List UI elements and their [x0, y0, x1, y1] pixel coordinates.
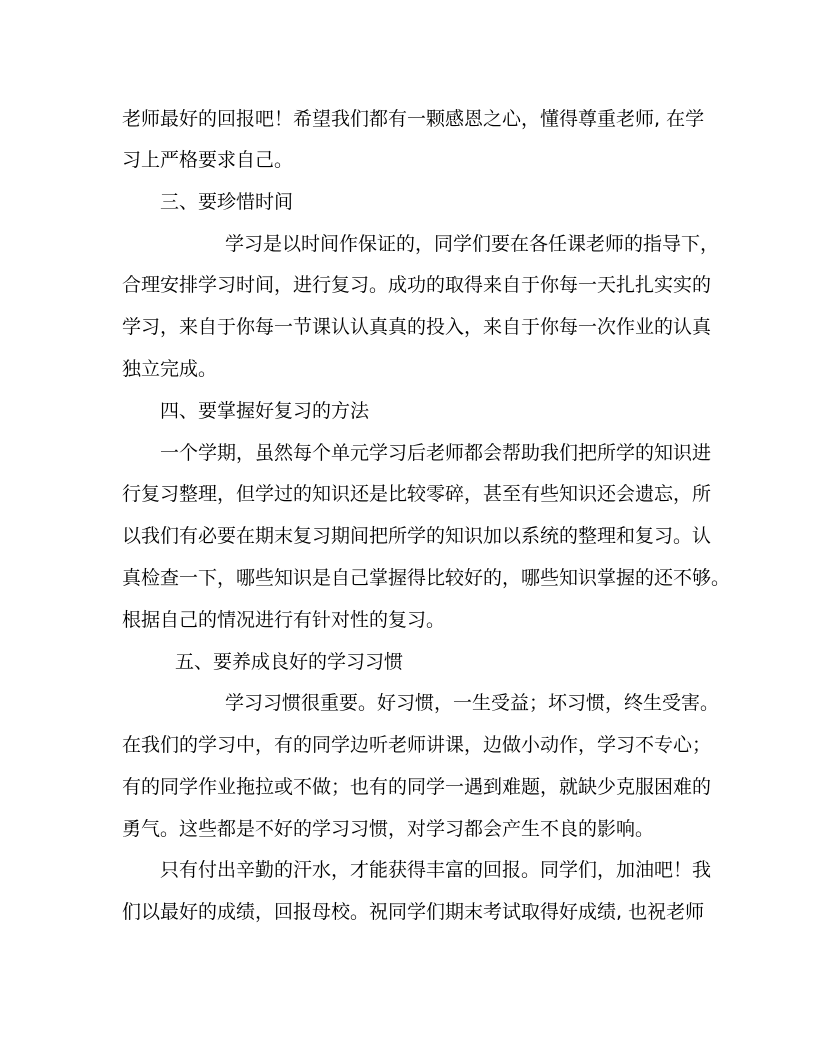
- paragraph-line: 行复习整理，但学过的知识还是比较零碎，甚至有些知识还会遗忘，所: [122, 483, 712, 505]
- paragraph-line: 以我们有必要在期末复习期间把所学的知识加以系统的整理和复习。认: [122, 525, 712, 547]
- section-heading-4: 四、要掌握好复习的方法: [160, 400, 370, 422]
- paragraph-line: 根据自己的情况进行有针对性的复习。: [122, 609, 446, 631]
- section-heading-5: 五、要养成良好的学习习惯: [175, 651, 404, 673]
- paragraph-line: 勇气。这些都是不好的学习习惯，对学习都会产生不良的影响。: [122, 818, 655, 840]
- paragraph-line: 一个学期，虽然每个单元学习后老师都会帮助我们把所学的知识进: [160, 442, 712, 464]
- paragraph-line: 合理安排学习时间，进行复习。成功的取得来自于你每一天扎扎实实的: [122, 274, 712, 296]
- paragraph-line: 们以最好的成绩，回报母校。祝同学们期末考试取得好成绩, 也祝老师: [122, 901, 705, 923]
- paragraph-line: 学习是以时间作保证的，同学们要在各任课老师的指导下，: [225, 233, 720, 255]
- paragraph-line: 老师最好的回报吧！希望我们都有一颗感恩之心，懂得尊重老师, 在学: [122, 108, 705, 130]
- paragraph-line: 在我们的学习中，有的同学边听老师讲课，边做小动作，学习不专心；: [122, 734, 712, 756]
- paragraph-line: 真检查一下，哪些知识是自己掌握得比较好的，哪些知识掌握的还不够。: [122, 567, 731, 589]
- paragraph-line: 习上严格要求自己。: [122, 149, 294, 171]
- paragraph-line: 学习，来自于你每一节课认认真真的投入，来自于你每一次作业的认真: [122, 316, 712, 338]
- paragraph-line: 有的同学作业拖拉或不做；也有的同学一遇到难题，就缺少克服困难的: [122, 776, 712, 798]
- section-heading-3: 三、要珍惜时间: [160, 191, 294, 213]
- paragraph-line: 只有付出辛勤的汗水，才能获得丰富的回报。同学们，加油吧！我: [160, 859, 712, 881]
- paragraph-line: 学习习惯很重要。好习惯，一生受益；坏习惯，终生受害。: [225, 692, 720, 714]
- paragraph-line: 独立完成。: [122, 358, 218, 380]
